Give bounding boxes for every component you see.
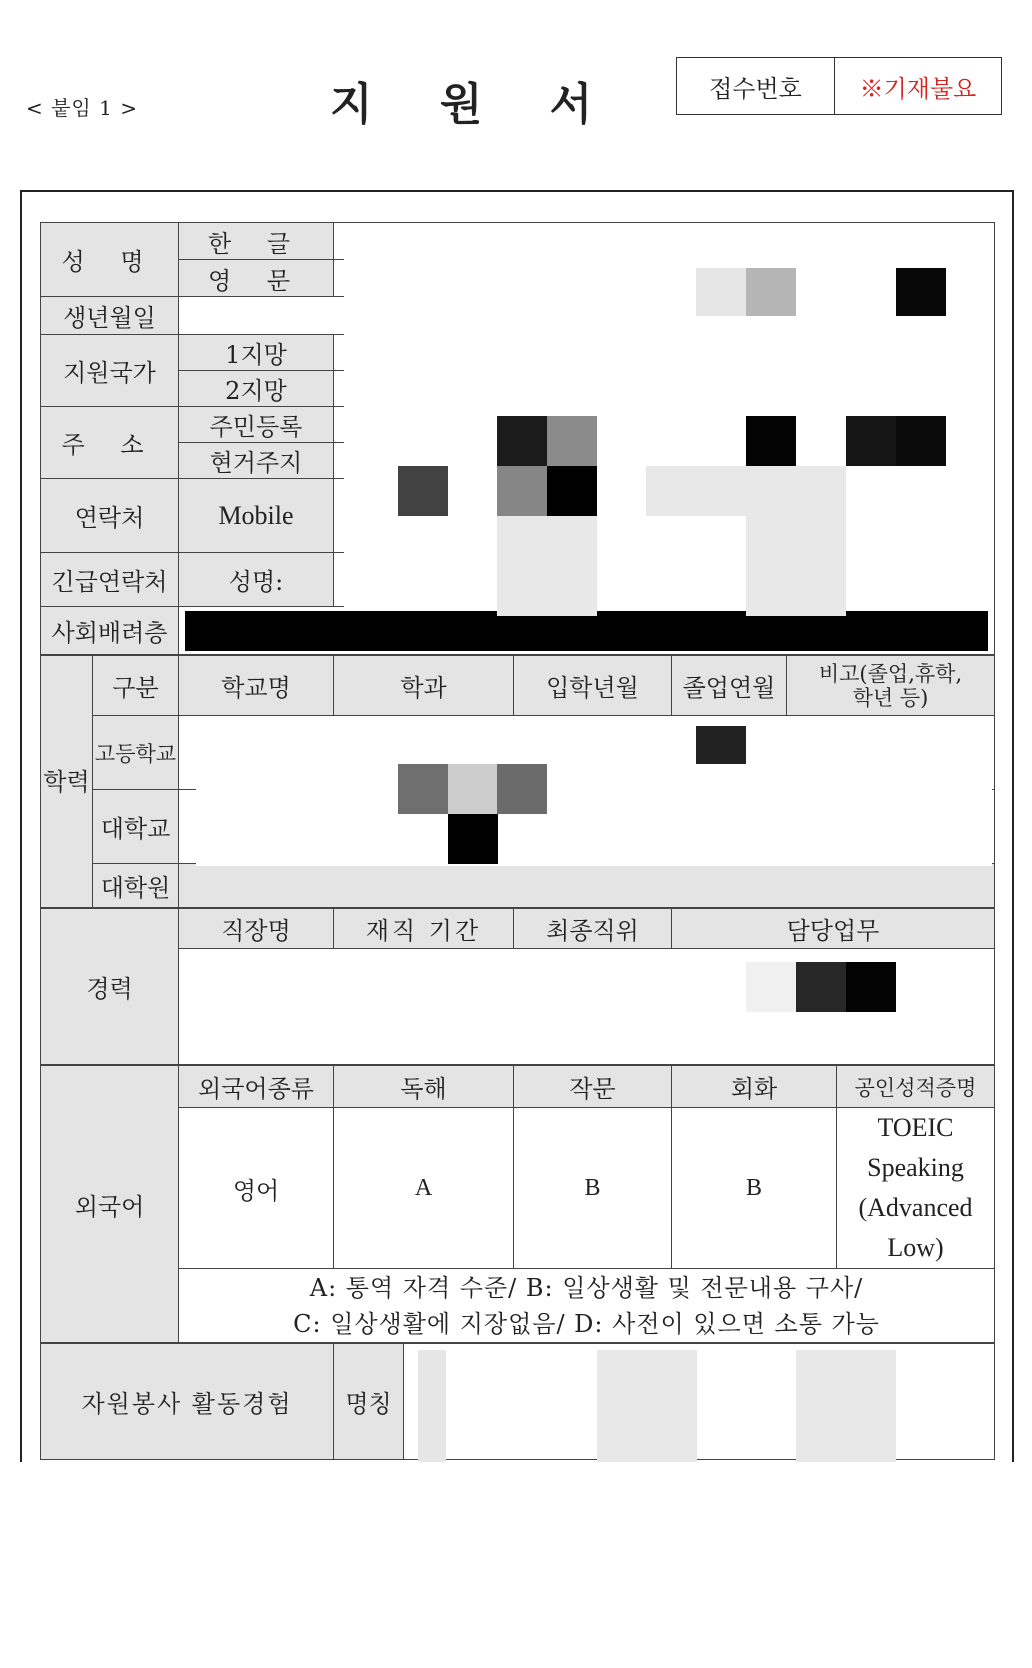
career-header-duties: 담당업무 — [672, 909, 995, 949]
lang-certificate-value[interactable]: TOEIC Speaking (Advanced Low) — [837, 1108, 995, 1269]
lang-legend-line1: A: 통역 자격 수준/ B: 일상생활 및 전문내용 구사/ — [309, 1273, 864, 1302]
application-form — [40, 222, 995, 1460]
contact-label: 연락처 — [41, 479, 179, 553]
emergency-field[interactable] — [334, 553, 995, 607]
lang-header-type: 외국어종류 — [179, 1066, 334, 1108]
address-registered-field[interactable] — [334, 407, 995, 443]
receipt-label: 접수번호 — [677, 58, 835, 114]
lang-reading-value[interactable]: A — [334, 1108, 514, 1269]
edu-level-graduate: 대학원 — [93, 864, 179, 908]
volunteer-name-label: 명칭 — [334, 1344, 404, 1460]
emergency-name-label: 성명: — [179, 553, 334, 607]
career-header-company: 직장명 — [179, 909, 334, 949]
edu-level-highschool: 고등학교 — [93, 716, 179, 790]
address-current-field[interactable] — [334, 443, 995, 479]
edu-header-school: 학교명 — [179, 656, 334, 716]
name-label: 성 명 — [41, 223, 179, 297]
lang-header-speaking: 회화 — [672, 1066, 837, 1108]
lang-legend-line2: C: 일상생활에 지장없음/ D: 사전이 있으면 소통 가능 — [293, 1309, 880, 1338]
mobile-field[interactable] — [334, 479, 995, 553]
social-label: 사회배려층 — [41, 607, 179, 655]
education-label — [41, 656, 93, 908]
emergency-label: 긴급연락처 — [41, 553, 179, 607]
edu-university-field[interactable] — [179, 790, 995, 864]
attachment-label: < 붙임 1 > — [26, 96, 138, 120]
mobile-label: Mobile — [179, 479, 334, 553]
receipt-value: ※기재불요 — [859, 74, 977, 103]
social-field[interactable] — [179, 607, 995, 655]
name-english-field[interactable] — [334, 260, 995, 297]
edu-highschool-field[interactable] — [179, 716, 995, 790]
choice1-label: 1지망 — [179, 335, 334, 371]
career-header-period: 재직 기간 — [334, 909, 514, 949]
redaction-bar — [185, 611, 988, 651]
country-label: 지원국가 — [41, 335, 179, 407]
choice1-field[interactable] — [334, 335, 995, 371]
edu-header-graduation: 졸업연월 — [672, 656, 787, 716]
volunteer-table — [40, 1343, 995, 1460]
career-header-position: 최종직위 — [514, 909, 672, 949]
career-field[interactable] — [179, 949, 995, 1065]
lang-speaking-value[interactable]: B — [672, 1108, 837, 1269]
birth-field[interactable] — [179, 297, 995, 335]
edu-header-note: 비고(졸업,휴학, 학년 등) — [787, 656, 995, 716]
edu-graduate-field[interactable] — [179, 864, 995, 908]
page-title: 지 원 서 — [330, 79, 619, 130]
name-english-label: 영 문 — [179, 260, 334, 297]
education-label-text: 학력 — [43, 767, 90, 796]
name-korean-label: 한 글 — [179, 223, 334, 260]
edu-header-entry: 입학년월 — [514, 656, 672, 716]
lang-header-certificate: 공인성적증명 — [837, 1066, 995, 1108]
lang-legend — [179, 1269, 995, 1343]
lang-type-value[interactable]: 영어 — [179, 1108, 334, 1269]
lang-header-writing: 작문 — [514, 1066, 672, 1108]
name-korean-field[interactable] — [334, 223, 995, 260]
edu-level-university: 대학교 — [93, 790, 179, 864]
birth-label: 생년월일 — [41, 297, 179, 335]
personal-table — [40, 222, 995, 655]
language-label: 외국어 — [41, 1066, 179, 1343]
address-label: 주 소 — [41, 407, 179, 479]
address-registered-label: 주민등록 — [179, 407, 334, 443]
address-current-label: 현거주지 — [179, 443, 334, 479]
choice2-field[interactable] — [334, 371, 995, 407]
receipt-box — [676, 57, 1002, 115]
edu-header-major: 학과 — [334, 656, 514, 716]
career-label: 경력 — [41, 909, 179, 1065]
education-table — [40, 655, 995, 908]
volunteer-field[interactable] — [404, 1344, 995, 1460]
lang-writing-value[interactable]: B — [514, 1108, 672, 1269]
career-table — [40, 908, 995, 1065]
language-table — [40, 1065, 995, 1343]
choice2-label: 2지망 — [179, 371, 334, 407]
volunteer-label: 자원봉사 활동경험 — [41, 1344, 334, 1460]
lang-header-reading: 독해 — [334, 1066, 514, 1108]
edu-header-category: 구분 — [93, 656, 179, 716]
